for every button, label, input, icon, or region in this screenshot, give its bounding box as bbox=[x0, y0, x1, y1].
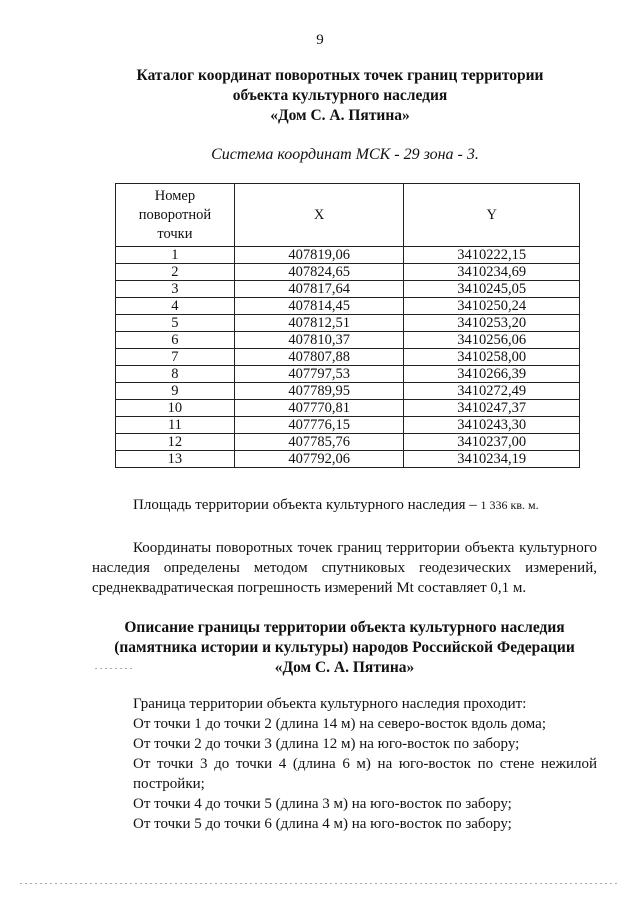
coordinate-system: Система координат МСК - 29 зона - 3. bbox=[211, 146, 479, 163]
cell-x: 407792,06 bbox=[234, 451, 404, 468]
description-line: От точки 5 до точки 6 (длина 4 м) на юго-восток по забору; bbox=[133, 816, 512, 832]
table-row bbox=[116, 366, 580, 383]
cell-x: 407789,95 bbox=[234, 383, 404, 400]
description-title bbox=[92, 618, 597, 678]
description-title-line-2: (памятника истории и культуры) народов Российской Федерации bbox=[114, 639, 575, 656]
cell-x: 407785,76 bbox=[234, 434, 404, 451]
page-number: 9 bbox=[316, 32, 324, 48]
cell-x: 407810,37 bbox=[234, 332, 404, 349]
coordinates-table bbox=[115, 183, 580, 468]
table-row bbox=[116, 434, 580, 451]
description-title-line-3: «Дом С. А. Пятина» bbox=[274, 659, 415, 676]
table-row bbox=[116, 247, 580, 264]
description-line: От точки 4 до точки 5 (длина 3 м) на юго-восток по забору; bbox=[133, 796, 512, 812]
cell-point-number: 10 bbox=[116, 400, 235, 417]
scan-artifact-bottom bbox=[20, 883, 620, 884]
cell-point-number: 6 bbox=[116, 332, 235, 349]
cell-x: 407817,64 bbox=[234, 281, 404, 298]
cell-y: 3410234,19 bbox=[404, 451, 580, 468]
description-line: От точки 1 до точки 2 (длина 14 м) на северо-восток вдоль дома; bbox=[133, 716, 547, 732]
cell-y: 3410272,49 bbox=[404, 383, 580, 400]
table-row bbox=[116, 400, 580, 417]
scan-artifact-top bbox=[95, 668, 135, 669]
cell-point-number: 3 bbox=[116, 281, 235, 298]
table-row bbox=[116, 349, 580, 366]
catalog-title bbox=[40, 66, 640, 126]
cell-point-number: 13 bbox=[116, 451, 235, 468]
description-line: Граница территории объекта культурного наследия проходит: bbox=[133, 696, 527, 712]
area-statement bbox=[133, 497, 539, 514]
table-row bbox=[116, 383, 580, 400]
description-line: От точки 3 до точки 4 (длина 6 м) на юго-восток по стене нежилой постройки; bbox=[133, 756, 597, 792]
cell-x: 407819,06 bbox=[234, 247, 404, 264]
boundary-description bbox=[92, 694, 597, 834]
cell-x: 407824,65 bbox=[234, 264, 404, 281]
header-y: Y bbox=[404, 184, 580, 247]
cell-y: 3410253,20 bbox=[404, 315, 580, 332]
catalog-title-line-2: объекта культурного наследия bbox=[232, 87, 448, 104]
table-row bbox=[116, 332, 580, 349]
table-body bbox=[116, 247, 580, 468]
table-row bbox=[116, 298, 580, 315]
coordinates-note bbox=[92, 538, 597, 598]
table-row bbox=[116, 315, 580, 332]
cell-x: 407797,53 bbox=[234, 366, 404, 383]
cell-point-number: 2 bbox=[116, 264, 235, 281]
catalog-title-line-1: Каталог координат поворотных точек границ территории bbox=[136, 67, 544, 84]
cell-point-number: 4 bbox=[116, 298, 235, 315]
table-header-row bbox=[116, 184, 580, 247]
cell-point-number: 12 bbox=[116, 434, 235, 451]
description-line: От точки 2 до точки 3 (длина 12 м) на юго-восток по забору; bbox=[133, 736, 520, 752]
cell-y: 3410250,24 bbox=[404, 298, 580, 315]
area-value: 1 336 кв. м. bbox=[480, 498, 539, 512]
header-point-number-label: Номер поворотной точки bbox=[138, 187, 212, 242]
cell-x: 407814,45 bbox=[234, 298, 404, 315]
cell-point-number: 7 bbox=[116, 349, 235, 366]
cell-y: 3410245,05 bbox=[404, 281, 580, 298]
coordinates-note-text: Координаты поворотных точек границ территории объекта культурного наследия определены методом спутниковых геодезических измерений, среднеквадратическая погрешность измерений Mt составляет 0,1 м. bbox=[92, 540, 597, 596]
cell-x: 407812,51 bbox=[234, 315, 404, 332]
cell-point-number: 5 bbox=[116, 315, 235, 332]
cell-y: 3410243,30 bbox=[404, 417, 580, 434]
header-x: X bbox=[234, 184, 404, 247]
cell-point-number: 9 bbox=[116, 383, 235, 400]
cell-y: 3410222,15 bbox=[404, 247, 580, 264]
cell-y: 3410256,06 bbox=[404, 332, 580, 349]
catalog-title-line-3: «Дом С. А. Пятина» bbox=[270, 107, 410, 124]
header-point-number bbox=[116, 184, 235, 247]
cell-x: 407807,88 bbox=[234, 349, 404, 366]
cell-y: 3410234,69 bbox=[404, 264, 580, 281]
cell-x: 407776,15 bbox=[234, 417, 404, 434]
cell-y: 3410258,00 bbox=[404, 349, 580, 366]
cell-y: 3410266,39 bbox=[404, 366, 580, 383]
table-row bbox=[116, 281, 580, 298]
cell-y: 3410247,37 bbox=[404, 400, 580, 417]
cell-point-number: 8 bbox=[116, 366, 235, 383]
table-row bbox=[116, 264, 580, 281]
cell-x: 407770,81 bbox=[234, 400, 404, 417]
description-title-line-1: Описание границы территории объекта культурного наследия bbox=[124, 619, 565, 636]
cell-y: 3410237,00 bbox=[404, 434, 580, 451]
cell-point-number: 1 bbox=[116, 247, 235, 264]
cell-point-number: 11 bbox=[116, 417, 235, 434]
area-label: Площадь территории объекта культурного наследия – bbox=[133, 497, 477, 513]
table-row bbox=[116, 451, 580, 468]
table-row bbox=[116, 417, 580, 434]
